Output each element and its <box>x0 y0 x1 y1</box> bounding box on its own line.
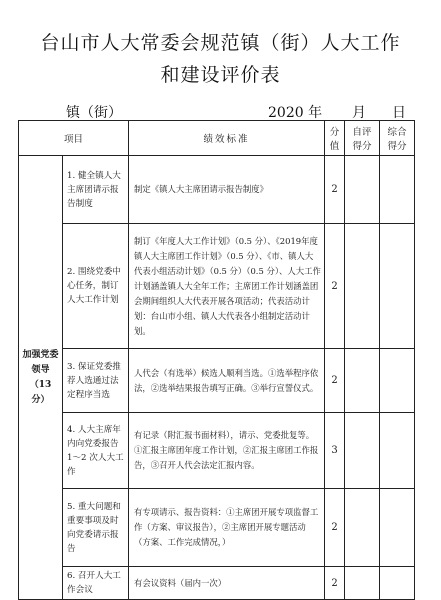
evaluation-table <box>18 120 415 600</box>
score-cell: 2 <box>325 224 345 349</box>
score-cell: 3 <box>325 413 345 489</box>
header-standard: 绩效标准 <box>129 121 325 156</box>
item-cell: 1. 健全镇人大主席团请示报告制度 <box>63 156 129 224</box>
document-title-line2: 和建设评价表 <box>160 64 281 86</box>
table-header-row <box>19 121 415 156</box>
self-score-cell[interactable] <box>345 349 380 413</box>
self-score-cell[interactable] <box>345 413 380 489</box>
town-field: 镇（街） <box>66 105 122 121</box>
combined-score-cell[interactable] <box>380 489 415 567</box>
standard-cell: 有会议资料（届内一次） <box>129 567 325 600</box>
table-row <box>19 349 415 413</box>
score-cell: 2 <box>325 489 345 567</box>
self-score-cell[interactable] <box>345 156 380 224</box>
table-row <box>19 156 415 224</box>
score-cell: 2 <box>325 567 345 600</box>
combined-score-cell[interactable] <box>380 224 415 349</box>
score-cell: 2 <box>325 156 345 224</box>
year-field: 2020 年 <box>268 105 323 121</box>
standard-cell: 制订《年度人大工作计划》（0.5 分）、《2019年度镇人大主席团工作计划》（0.5 分）、《市、镇人大代表小组活动计划》（0.5 分）（0.5 分）、人大工作计划涵盖镇人大全年工作；主席团工作计划涵盖团会期间组织人大代表开展各项活动；代表活动计划：台山市小组、镇人大代表各小组制定活动计划。 <box>129 224 325 349</box>
header-self-score: 自评得分 <box>345 121 380 156</box>
item-cell: 4. 人大主席年内向党委报告 1～2 次人大工作 <box>63 413 129 489</box>
combined-score-cell[interactable] <box>380 567 415 600</box>
header-item: 项目 <box>19 121 129 156</box>
combined-score-cell[interactable] <box>380 349 415 413</box>
self-score-cell[interactable] <box>345 224 380 349</box>
table-row <box>19 567 415 600</box>
combined-score-cell[interactable] <box>380 156 415 224</box>
table-row <box>19 489 415 567</box>
header-score: 分值 <box>325 121 345 156</box>
category-cell: 加强党委领导（13 分） <box>19 156 63 600</box>
item-cell: 2. 围绕党委中心任务，制订人大工作计划 <box>63 224 129 349</box>
item-cell: 3. 保证党委推荐人选通过法定程序当选 <box>63 349 129 413</box>
score-cell: 2 <box>325 349 345 413</box>
table-row <box>19 224 415 349</box>
standard-cell: 有记录（附汇报书面材料），请示、党委批复等。①汇报主席团年度工作计划，②汇报主席团工作报告，③召开人代会法定汇报内容。 <box>129 413 325 489</box>
standard-cell: 人代会（有选举）候选人顺利当选。①选举程序依法，②选举结果报告填写正确。③举行宣誓仪式。 <box>129 349 325 413</box>
month-field: 月 <box>352 105 366 121</box>
table-row <box>19 413 415 489</box>
document-title-line1: 台山市人大常委会规范镇（街）人大工作 <box>40 32 401 54</box>
combined-score-cell[interactable] <box>380 413 415 489</box>
self-score-cell[interactable] <box>345 489 380 567</box>
self-score-cell[interactable] <box>345 567 380 600</box>
standard-cell: 制定《镇人大主席团请示报告制度》 <box>129 156 325 224</box>
header-combined-score: 综合得分 <box>380 121 415 156</box>
item-cell: 6. 召开人大工作会议 <box>63 567 129 600</box>
item-cell: 5. 重大问题和重要事项及时向党委请示报告 <box>63 489 129 567</box>
day-field: 日 <box>392 105 406 121</box>
standard-cell: 有专项请示、报告资料：①主席团开展专项监督工作（方案、审议报告），②主席团开展专题活动（方案、工作完成情况，） <box>129 489 325 567</box>
